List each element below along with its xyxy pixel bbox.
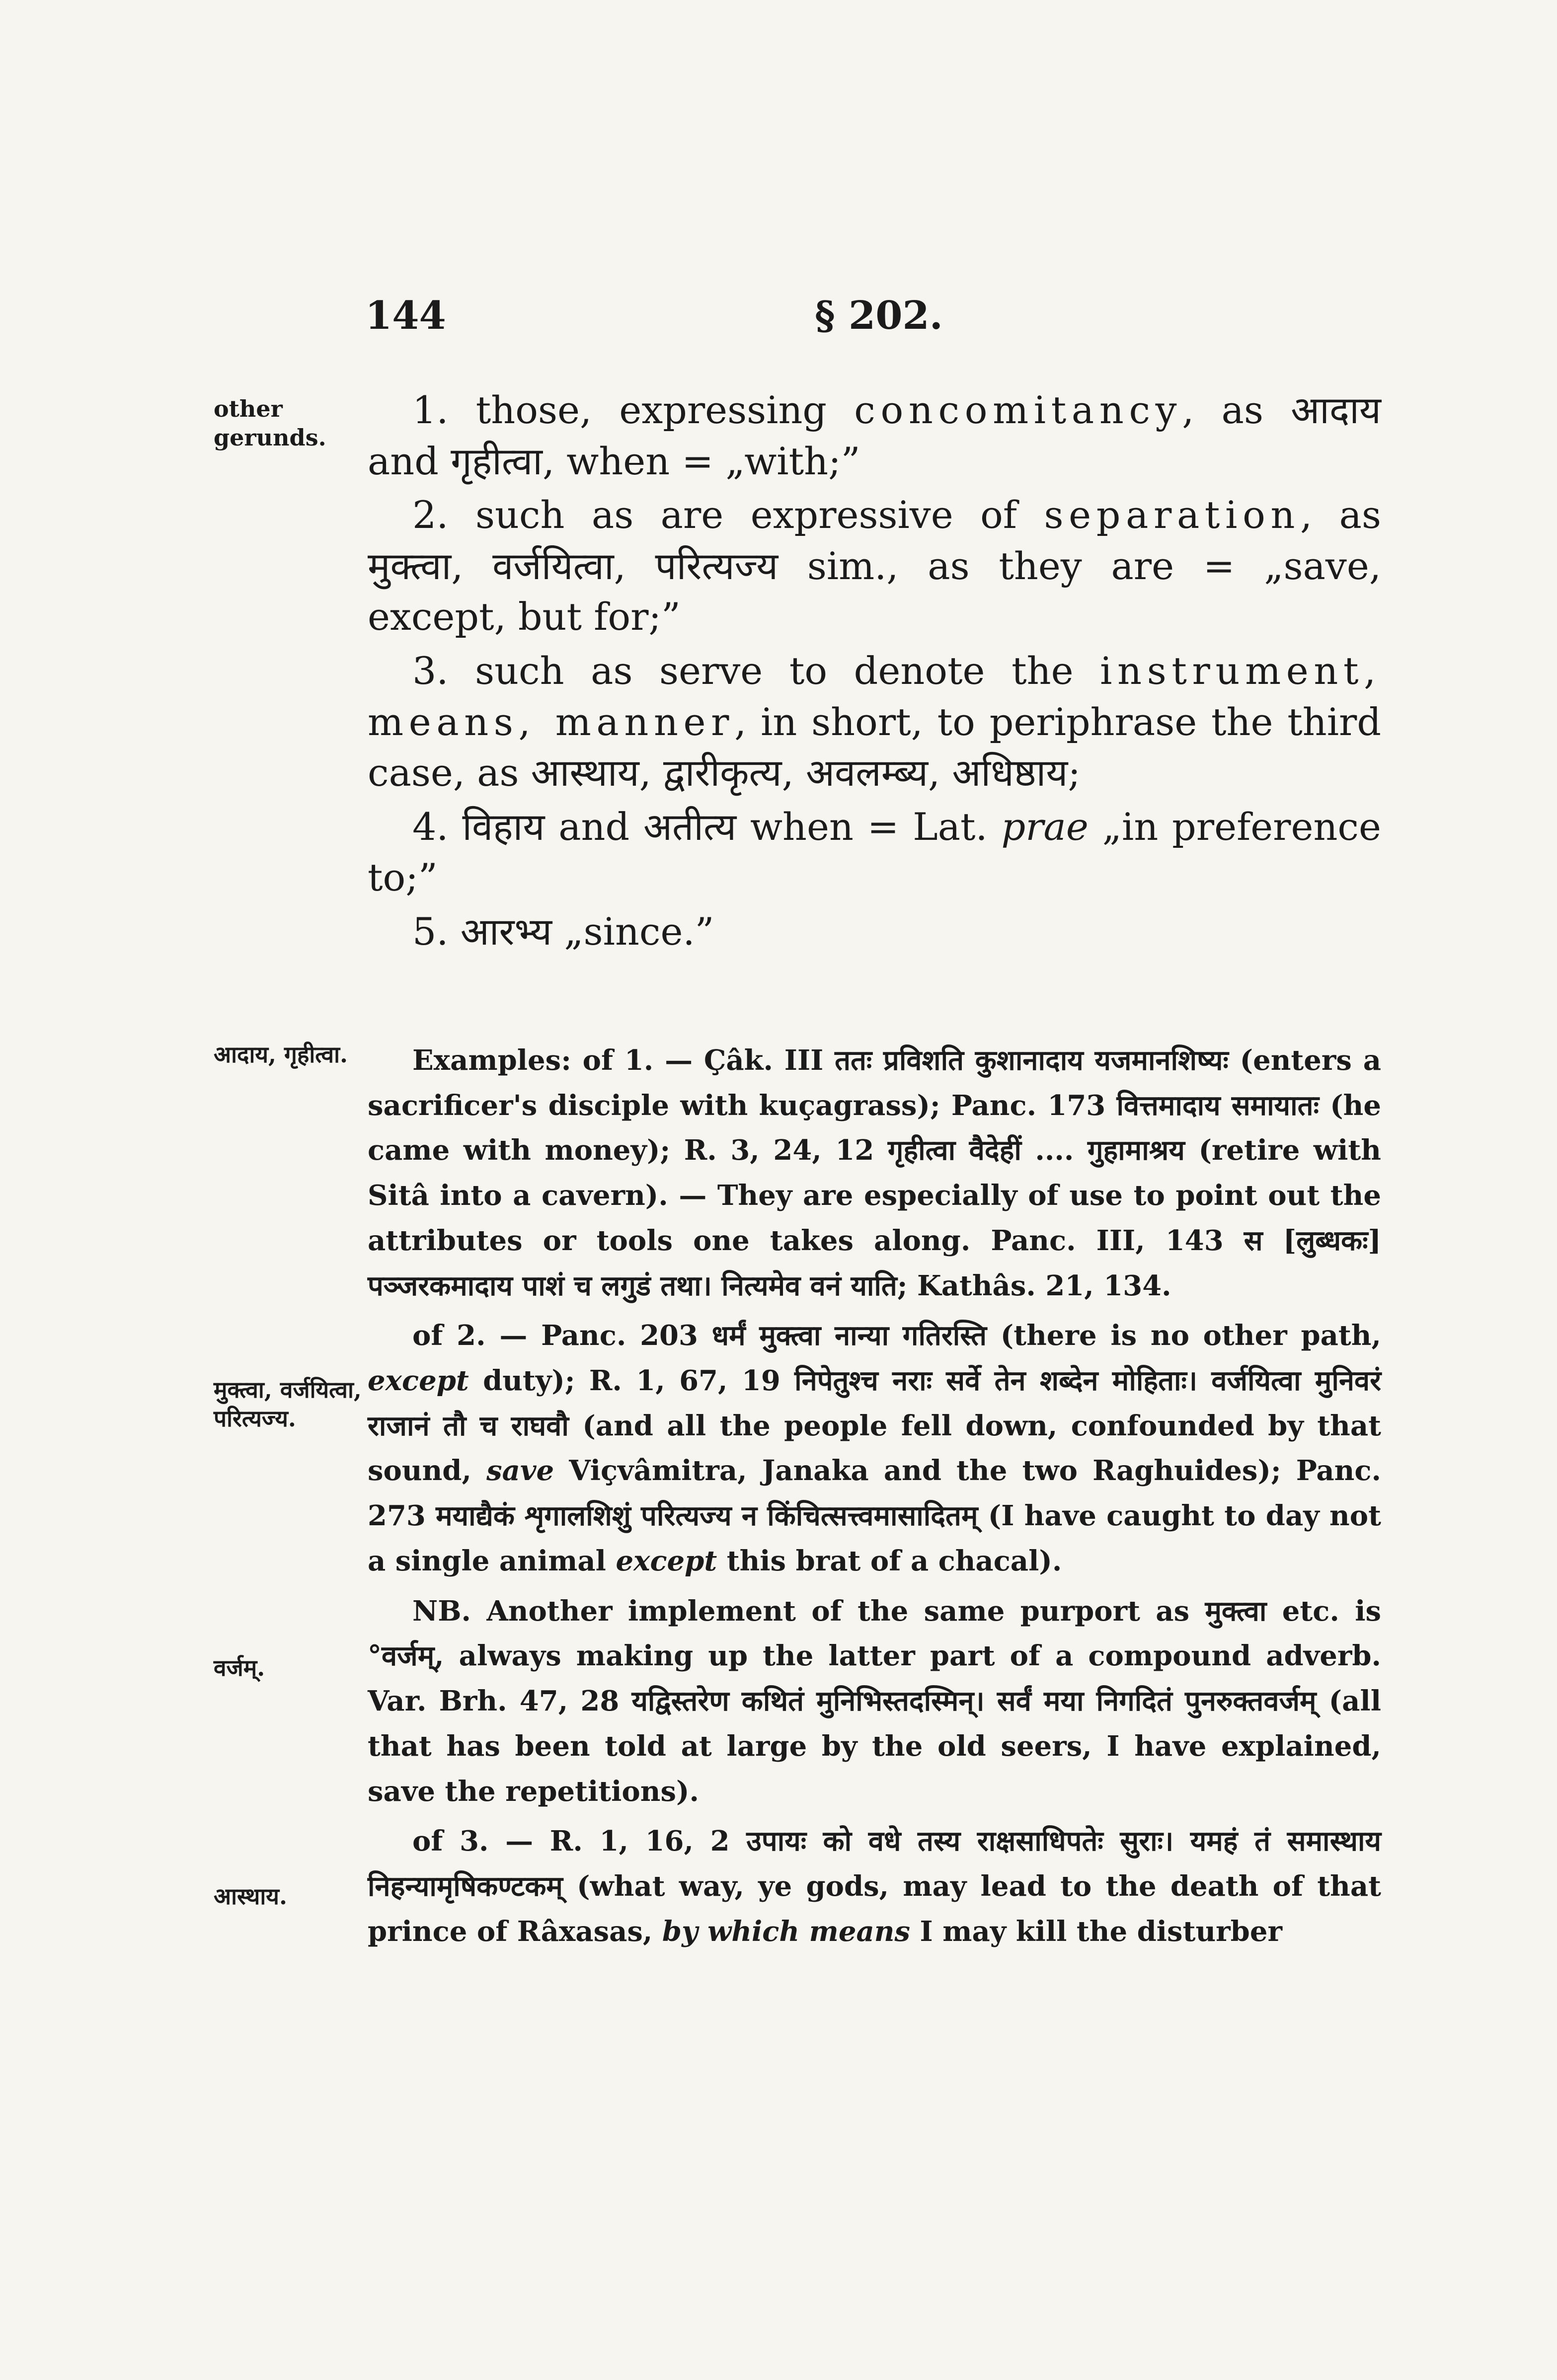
margin-note-asthaya: आस्थाय.: [214, 1883, 287, 1910]
margin-note-varjam: वर्जम्.: [214, 1654, 265, 1681]
example-paragraph-2: of 2. — Panc. 203 धर्मं मुक्त्वा नान्या गतिरस्ति (there is no other path, except duty); R. 1, 67, 19 निपेतुश्च नराः सर्वे तेन शब्देन मोहिताः। वर्जयित्वा मुनिवरं राजानं तौ च राघवौ (and all the people fell down, confounded by that sound, save Viçvâmitra, Janaka and the two Raghuides); Panc. 273 मयाद्यैकं शृगालशिशुं परित्यज्य न किंचित्सत्त्वमासादितम् (I have caught to day not a single animal except this brat of a chacal).: [368, 1319, 1381, 1577]
nb-paragraph: NB. Another implement of the same purport as मुक्त्वा etc. is °वर्जम्, always making up the latter part of a compound adverb. Var. Brh. 47, 28 यद्विस्तरेण कथितं मुनिभिस्तदस्मिन्। सर्वं मया निगदितं पुनरुक्तवर्जम् (all that has been told at large by the old seers, I have explained, save the repetitions).: [368, 1594, 1381, 1808]
list-item-5: 5. आरभ्य „since.”: [412, 909, 714, 954]
section-number: § 202.: [815, 293, 943, 338]
example-paragraph-1: Examples: of 1. — Çâk. III ततः प्रविशति कुशानादाय यजमानशिष्यः (enters a sacrificer's disciple with kuçagrass); Panc. 173 वित्तमादाय समायातः (he came with money); R. 3, 24, 12 गृहीत्वा वैदेहीं .... गुहामाश्रय (retire with Sitâ into a cavern). — They are especially of use to point out the attributes or tools one takes along. Panc. III, 143 स [लुब्धकः] पञ्जरकमादाय पाशं च लगुडं तथा। नित्यमेव वनं याति; Kathâs. 21, 134.: [368, 1044, 1381, 1302]
list-item-3: 3. such as serve to denote the instrument, means, manner, in short, to periphrase the third case, as आस्थाय, द्वारीकृत्य, अवलम्ब्य, अधिष्ठाय;: [368, 648, 1381, 795]
example-paragraph-3: of 3. — R. 1, 16, 2 उपायः को वधे तस्य राक्षसाधिपतेः सुराः। यमहं तं समास्थाय निहन्यामृषिकण्टकम् (what way, ye gods, may lead to the death of that prince of Râxasas, by which means I may kill the disturber: [368, 1825, 1381, 1948]
margin-note-other-gerunds: other gerunds.: [214, 395, 326, 451]
list-item-1: 1. those, expressing concomitancy, as आदाय and गृहीत्वा, when = „with;”: [368, 388, 1381, 483]
list-block: [368, 385, 1381, 958]
list-item-4: 4. विहाय and अतीत्य when = Lat. prae „in preference to;”: [368, 804, 1381, 900]
page-number: 144: [365, 293, 446, 338]
page-header: [365, 293, 1384, 353]
list-item-2: 2. such as are expressive of separation, as मुक्त्वा, वर्जयित्वा, परित्यज्य sim., as they are = „save, except, but for;”: [368, 493, 1381, 639]
margin-note-adaya: आदाय, गृहीत्वा.: [214, 1041, 348, 1068]
examples-block: [368, 1038, 1381, 1954]
margin-note-muktva: मुक्त्वा, वर्जयित्वा, परित्यज्य.: [214, 1376, 362, 1432]
